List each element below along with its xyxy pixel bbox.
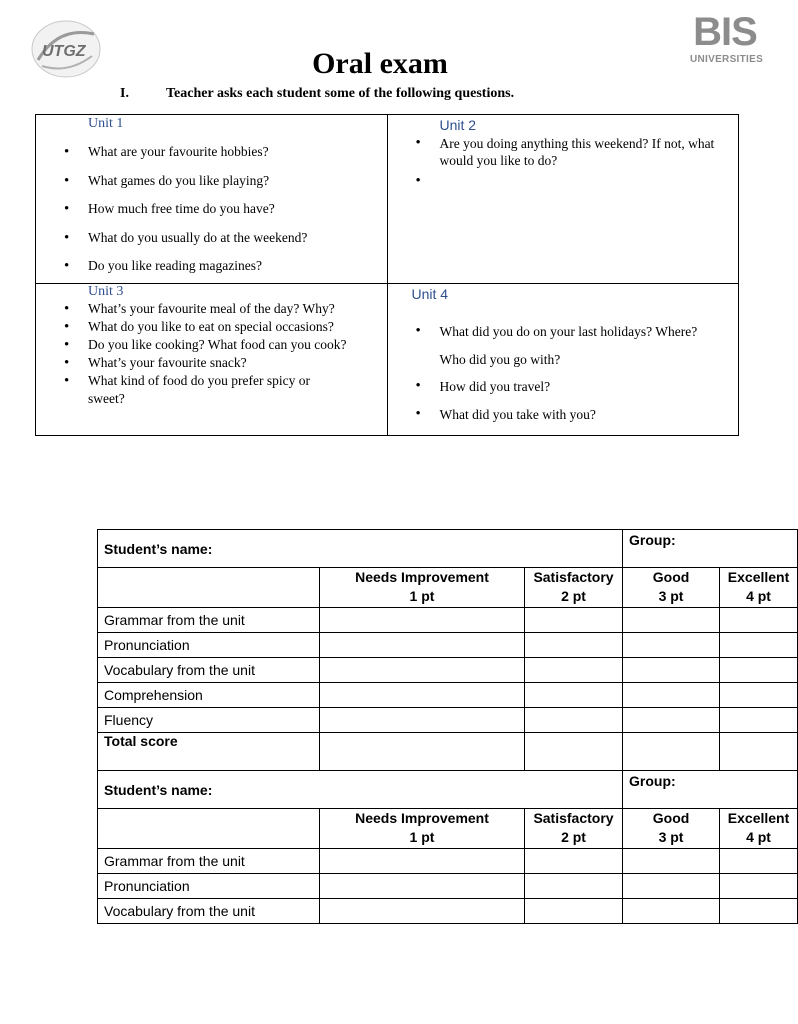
score-cell[interactable] [720, 608, 798, 633]
list-item: • What games do you like playing? [88, 167, 387, 196]
list-item: • How did you travel? [440, 373, 739, 401]
score-cell[interactable] [320, 708, 525, 733]
criterion-label: Fluency [98, 708, 320, 733]
units-table [35, 114, 739, 436]
score-cell[interactable] [720, 658, 798, 683]
column-points: 3 pt [658, 588, 684, 604]
list-item: • What’s your favourite snack? [88, 354, 387, 372]
unit-1-title: Unit 1 [88, 116, 124, 131]
group-label: Group: [623, 530, 798, 568]
score-cell[interactable] [525, 849, 623, 874]
score-cell[interactable] [320, 683, 525, 708]
unit-3-cell [36, 284, 388, 436]
list-item: • What’s your favourite meal of the day? Why? [88, 300, 387, 318]
student-name-label: Student’s name: [98, 771, 623, 809]
list-item: • Do you like reading magazines? [88, 252, 387, 281]
column-name: Good [652, 569, 690, 585]
score-cell[interactable] [623, 733, 720, 771]
unit-3-questions [36, 300, 387, 408]
score-cell[interactable] [623, 633, 720, 658]
right-logo-small-text: UNIVERSITIES [690, 54, 764, 65]
column-name: Needs Improvement [355, 810, 489, 826]
column-points: 1 pt [409, 829, 435, 845]
score-cell[interactable] [525, 683, 623, 708]
list-item: • What do you usually do at the weekend? [88, 224, 387, 253]
score-cell[interactable] [320, 849, 525, 874]
column-satisfactory [525, 809, 623, 849]
criterion-label: Grammar from the unit [98, 608, 320, 633]
column-name: Good [652, 810, 690, 826]
criterion-label: Pronunciation [98, 633, 320, 658]
total-row [98, 733, 798, 771]
score-cell[interactable] [720, 899, 798, 924]
column-name: Needs Improvement [355, 569, 489, 585]
empty-header-cell [98, 809, 320, 849]
page-title: Oral exam [312, 47, 448, 80]
column-points: 1 pt [409, 588, 435, 604]
table-row [98, 658, 798, 683]
table-row [98, 633, 798, 658]
criterion-label: Pronunciation [98, 874, 320, 899]
score-cell[interactable] [525, 708, 623, 733]
unit-1-questions [36, 138, 387, 281]
column-name: Excellent [727, 810, 790, 826]
instruction-text: Teacher asks each student some of the following questions. [166, 86, 515, 101]
score-cell[interactable] [525, 733, 623, 771]
column-name: Satisfactory [533, 569, 614, 585]
score-cell[interactable] [720, 733, 798, 771]
table-row [98, 683, 798, 708]
score-cell[interactable] [623, 899, 720, 924]
group-label: Group: [623, 771, 798, 809]
unit-4-cell [387, 284, 739, 436]
table-row [98, 874, 798, 899]
table-row [98, 608, 798, 633]
score-cell[interactable] [320, 899, 525, 924]
unit-4-title: Unit 4 [411, 286, 449, 302]
criterion-label: Grammar from the unit [98, 849, 320, 874]
list-item: • What do you like to eat on special occasions? [88, 318, 387, 336]
column-points: 3 pt [658, 829, 684, 845]
column-name: Excellent [727, 569, 790, 585]
score-cell[interactable] [623, 874, 720, 899]
instruction-number: I. [120, 86, 129, 101]
instruction [120, 86, 514, 102]
score-cell[interactable] [525, 899, 623, 924]
score-cell[interactable] [525, 658, 623, 683]
list-item: • What did you take with you? [440, 401, 739, 429]
column-name: Satisfactory [533, 810, 614, 826]
score-cell[interactable] [623, 608, 720, 633]
unit-2-title: Unit 2 [439, 117, 477, 133]
column-points: 2 pt [561, 588, 586, 604]
score-cell[interactable] [320, 733, 525, 771]
unit-1-cell [36, 115, 388, 284]
evaluation-rubric-table [97, 529, 798, 924]
unit-2-cell [387, 115, 739, 284]
score-cell[interactable] [320, 633, 525, 658]
list-item: • What did you do on your last holidays? Where? [440, 318, 739, 346]
score-cell[interactable] [720, 683, 798, 708]
student-name-label: Student’s name: [98, 530, 623, 568]
unit-3-title: Unit 3 [88, 284, 124, 299]
list-item: • What are your favourite hobbies? [88, 138, 387, 167]
column-good [623, 568, 720, 608]
score-cell[interactable] [623, 708, 720, 733]
table-row [98, 708, 798, 733]
criterion-label: Comprehension [98, 683, 320, 708]
rubric-header-row [98, 568, 798, 608]
list-item: • Do you like cooking? What food can you cook? [88, 336, 368, 354]
score-cell[interactable] [623, 683, 720, 708]
score-cell[interactable] [525, 608, 623, 633]
score-cell[interactable] [720, 633, 798, 658]
column-excellent [720, 809, 798, 849]
criterion-label: Vocabulary from the unit [98, 899, 320, 924]
column-points: 4 pt [746, 829, 771, 845]
score-cell[interactable] [525, 874, 623, 899]
score-cell[interactable] [720, 849, 798, 874]
column-satisfactory [525, 568, 623, 608]
column-points: 2 pt [561, 829, 586, 845]
score-cell[interactable] [623, 849, 720, 874]
score-cell[interactable] [320, 658, 525, 683]
unit-4-questions [388, 318, 739, 428]
score-cell[interactable] [525, 633, 623, 658]
total-score-label: Total score [98, 733, 320, 771]
column-needs-improvement [320, 568, 525, 608]
criterion-label: Vocabulary from the unit [98, 658, 320, 683]
score-cell[interactable] [320, 874, 525, 899]
left-logo-text: UTGZ [42, 43, 86, 60]
right-logo-big-text: BIS [693, 10, 757, 54]
score-cell[interactable] [320, 608, 525, 633]
column-excellent [720, 568, 798, 608]
unit-2-questions [388, 135, 739, 169]
score-cell[interactable] [720, 874, 798, 899]
rubric-header-row [98, 809, 798, 849]
score-cell[interactable] [623, 658, 720, 683]
column-needs-improvement [320, 809, 525, 849]
list-item-continuation: Who did you go with? [439, 351, 561, 367]
table-row [98, 849, 798, 874]
empty-header-cell [98, 568, 320, 608]
list-item: • Are you doing anything this weekend? If not, what would you like to do? [440, 135, 739, 169]
list-item: • How much free time do you have? [88, 195, 387, 224]
column-good [623, 809, 720, 849]
list-item: • What kind of food do you prefer spicy or sweet? [88, 372, 348, 408]
column-points: 4 pt [746, 588, 771, 604]
score-cell[interactable] [720, 708, 798, 733]
table-row [98, 899, 798, 924]
